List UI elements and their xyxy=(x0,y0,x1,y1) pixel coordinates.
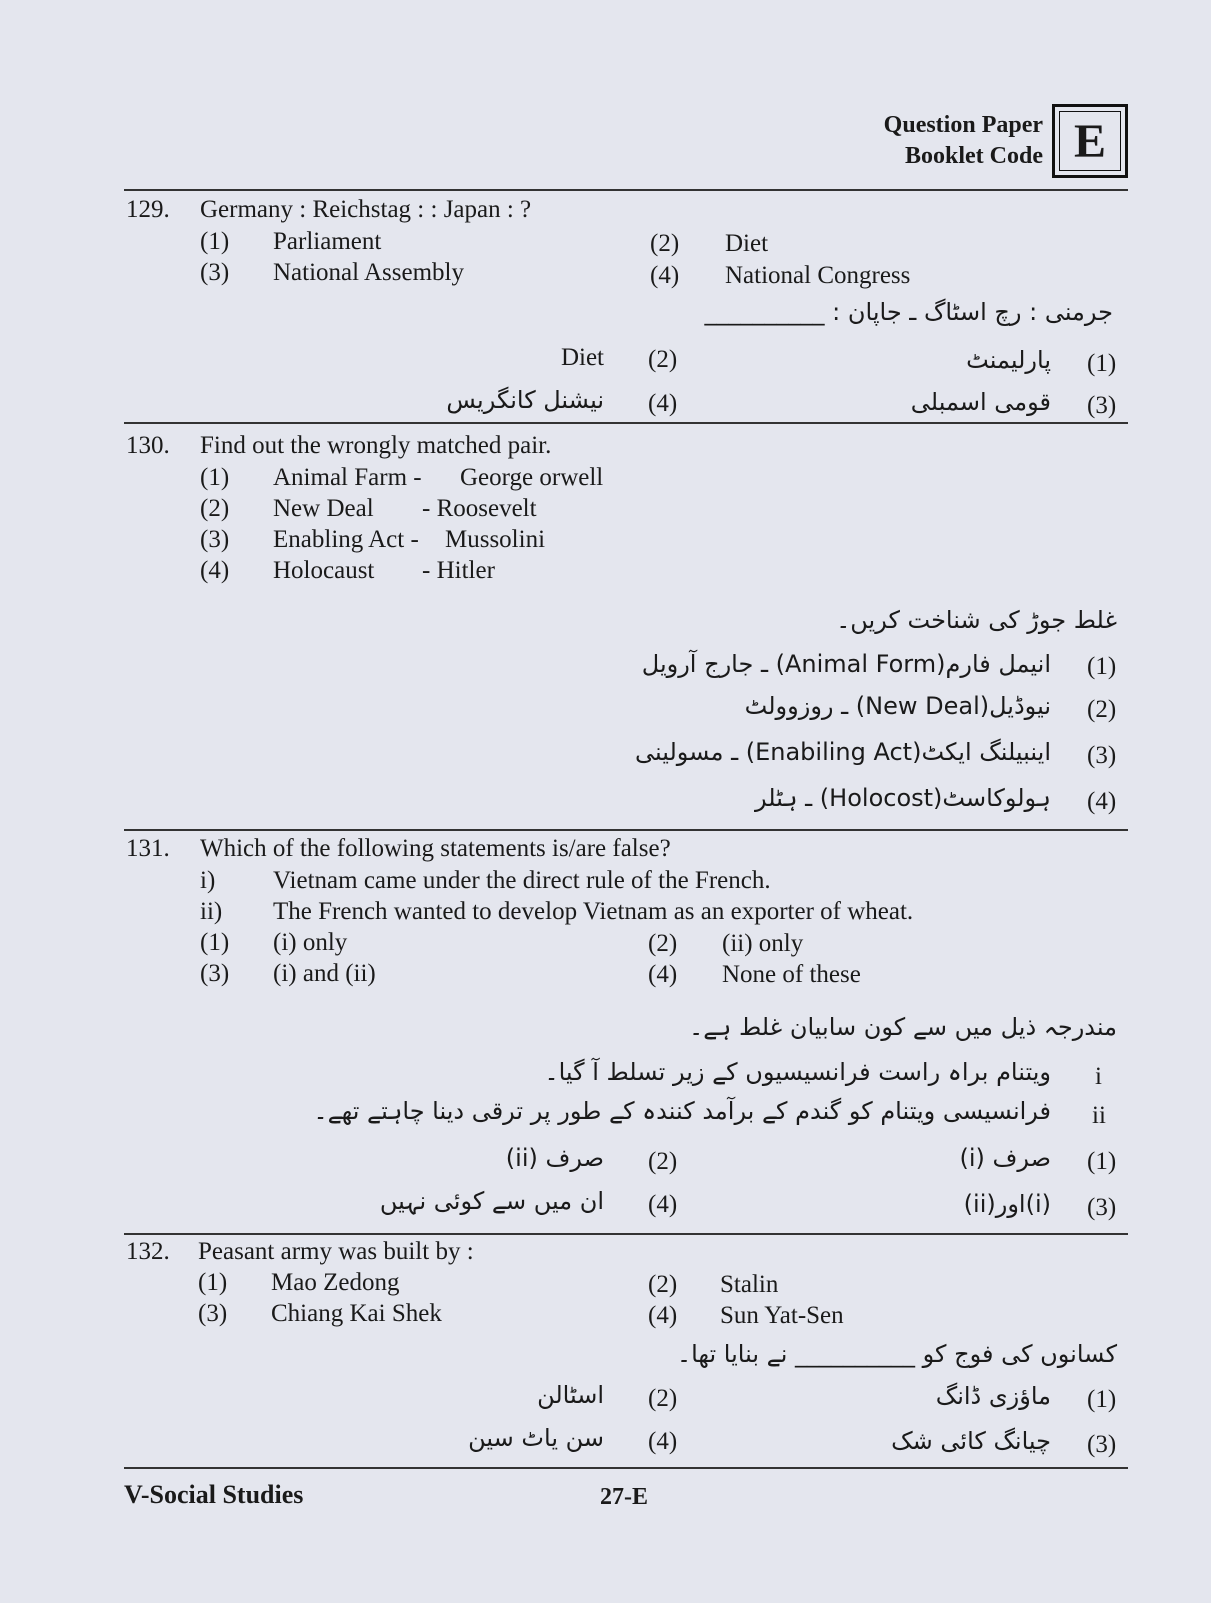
option-number: (2) xyxy=(648,1271,678,1298)
urdu-option-text: اینبیلنگ ایکٹ(Enabiling Act) ـ مسولینی xyxy=(634,738,1051,766)
question-stem: Find out the wrongly matched pair. xyxy=(200,432,552,459)
footer-subject: V-Social Studies xyxy=(124,1480,304,1509)
question-divider xyxy=(124,829,1128,831)
urdu-option-number: (3) xyxy=(1087,1431,1117,1458)
option-text: (i) and (ii) xyxy=(273,960,376,987)
option-number: (3) xyxy=(198,1300,228,1327)
urdu-option-text: اسٹالن xyxy=(537,1381,604,1409)
urdu-option-number: (1) xyxy=(1087,1148,1117,1175)
urdu-option-text: صرف (i) xyxy=(959,1144,1051,1172)
statement-number: i) xyxy=(200,867,216,894)
option-number: (2) xyxy=(648,930,678,957)
urdu-option-number: (2) xyxy=(648,1385,678,1412)
question-divider xyxy=(124,1233,1128,1235)
urdu-option-number: (1) xyxy=(1087,1386,1117,1413)
statement-number: ii) xyxy=(200,898,223,925)
option-number: (3) xyxy=(200,526,230,553)
urdu-option-number: (4) xyxy=(648,390,678,417)
option-text: National Congress xyxy=(725,262,911,289)
option-text: None of these xyxy=(722,961,861,988)
question-number: 129. xyxy=(126,196,170,223)
option-text: Stalin xyxy=(720,1271,779,1298)
urdu-statement-number: ii xyxy=(1092,1102,1106,1129)
urdu-option-number: (4) xyxy=(648,1428,678,1455)
urdu-option-number: (1) xyxy=(1087,350,1117,377)
option-number: (1) xyxy=(198,1269,228,1296)
option-text: Holocaust xyxy=(273,557,375,584)
urdu-option-number: (3) xyxy=(1087,742,1117,769)
urdu-question-stem: کسانوں کی فوج کو __________ نے بنایا تھا۔ xyxy=(677,1340,1117,1368)
option-text: Enabling Act - xyxy=(273,526,419,553)
option-number: (1) xyxy=(200,228,230,255)
urdu-option-text: پارلیمنٹ xyxy=(966,346,1051,374)
urdu-option-text: چیانگ کائی شک xyxy=(891,1427,1051,1455)
urdu-option-text: ماؤزی ڈانگ xyxy=(935,1382,1051,1410)
urdu-option-text: نیشنل کانگریس xyxy=(446,386,604,414)
urdu-option-number: (1) xyxy=(1087,653,1117,680)
urdu-option-text: سن یاٹ سین xyxy=(468,1424,604,1452)
option-number: (2) xyxy=(650,230,680,257)
booklet-code-letter: E xyxy=(1059,111,1121,171)
urdu-option-text: Diet xyxy=(560,344,604,371)
option-text: Animal Farm - xyxy=(273,464,422,491)
urdu-option-text: (i)اور(ii) xyxy=(963,1190,1051,1218)
option-text: Mussolini xyxy=(445,526,546,553)
booklet-code-label xyxy=(884,110,1043,172)
option-number: (1) xyxy=(200,464,230,491)
urdu-option-number: (2) xyxy=(648,346,678,373)
urdu-option-number: (4) xyxy=(1087,788,1117,815)
statement-text: Vietnam came under the direct rule of the French. xyxy=(273,867,771,894)
option-number: (3) xyxy=(200,960,230,987)
urdu-statement-text: فرانسیسی ویتنام کو گندم کے برآمد کنندہ کے طور پر ترقی دینا چاہتے تھے۔ xyxy=(313,1097,1051,1125)
urdu-option-text: ہولوکاسٹ(Holocost) ـ ہٹلر xyxy=(755,784,1051,812)
header-label-line2: Booklet Code xyxy=(905,143,1043,169)
urdu-option-text: قومی اسمبلی xyxy=(910,388,1051,416)
urdu-question-stem: غلط جوڑ کی شناخت کریں۔ xyxy=(836,606,1117,634)
option-number: (2) xyxy=(200,495,230,522)
option-text: Chiang Kai Shek xyxy=(271,1300,442,1327)
option-text: Diet xyxy=(725,230,769,257)
question-stem: Germany : Reichstag : : Japan : ? xyxy=(200,196,532,223)
option-number: (3) xyxy=(200,259,230,286)
header-label-line1: Question Paper xyxy=(883,112,1043,138)
urdu-question-stem: مندرجہ ذیل میں سے کون سابیان غلط ہے۔ xyxy=(689,1013,1117,1041)
urdu-option-number: (2) xyxy=(648,1148,678,1175)
option-text: - Roosevelt xyxy=(422,495,537,522)
option-number: (4) xyxy=(200,557,230,584)
footer-page-number: 27-E xyxy=(600,1484,648,1510)
urdu-option-number: (4) xyxy=(648,1191,678,1218)
option-number: (4) xyxy=(650,262,680,289)
option-text: - Hitler xyxy=(422,557,495,584)
option-text: Mao Zedong xyxy=(271,1269,400,1296)
option-text: (ii) only xyxy=(722,930,804,957)
option-number: (4) xyxy=(648,961,678,988)
question-number: 131. xyxy=(126,835,170,862)
option-number: (4) xyxy=(648,1302,678,1329)
urdu-statement-number: i xyxy=(1095,1063,1102,1090)
urdu-option-text: نیوڈیل(New Deal) ـ روزوولٹ xyxy=(744,692,1051,720)
urdu-question-stem: جرمنی : رچ اسٹاگ ـ جاپان : __________ xyxy=(704,298,1113,326)
option-text: (i) only xyxy=(273,929,348,956)
urdu-statement-text: ویتنام براہ راست فرانسیسیوں کے زیر تسلط آ گیا۔ xyxy=(544,1058,1051,1086)
question-stem: Which of the following statements is/are false? xyxy=(200,835,671,862)
question-divider xyxy=(124,422,1128,424)
statement-text: The French wanted to develop Vietnam as an exporter of wheat. xyxy=(273,898,914,925)
urdu-option-number: (2) xyxy=(1087,696,1117,723)
option-number: (1) xyxy=(200,929,230,956)
header-divider xyxy=(124,189,1128,191)
urdu-option-number: (3) xyxy=(1087,392,1117,419)
question-number: 132. xyxy=(126,1238,170,1265)
urdu-option-text: صرف (ii) xyxy=(505,1144,604,1172)
question-number: 130. xyxy=(126,432,170,459)
question-stem: Peasant army was built by : xyxy=(198,1238,474,1265)
option-text: George orwell xyxy=(460,464,604,491)
option-text: New Deal xyxy=(273,495,374,522)
option-text: Parliament xyxy=(273,228,382,255)
option-text: Sun Yat-Sen xyxy=(720,1302,844,1329)
footer-divider xyxy=(124,1467,1128,1469)
urdu-option-text: انیمل فارم(Animal Form) ـ جارج آرویل xyxy=(641,650,1051,678)
option-text: National Assembly xyxy=(273,259,464,286)
urdu-option-number: (3) xyxy=(1087,1194,1117,1221)
booklet-code-box xyxy=(1052,104,1128,178)
urdu-option-text: ان میں سے کوئی نہیں xyxy=(379,1187,604,1215)
